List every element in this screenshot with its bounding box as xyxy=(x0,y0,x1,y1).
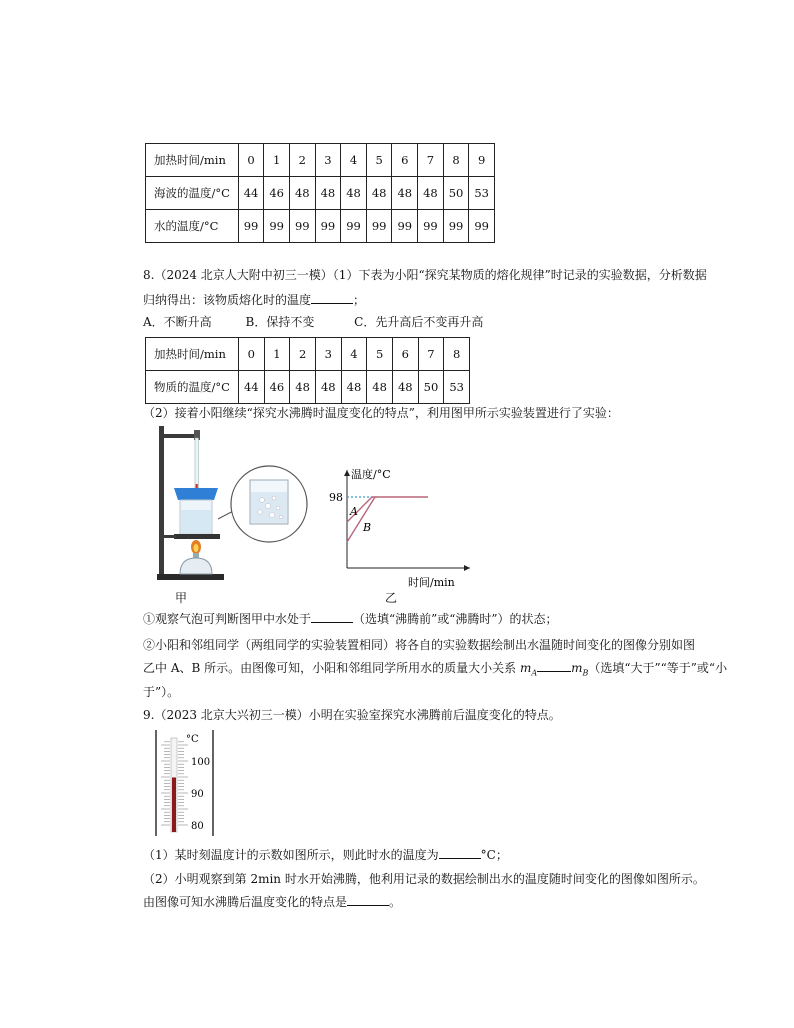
table-cell: 99 xyxy=(392,210,418,243)
table-cell: 48 xyxy=(366,177,392,210)
table-cell: 50 xyxy=(418,371,444,404)
table-cell: 4 xyxy=(341,144,367,177)
q8-sub2-line3: 于”）。 xyxy=(143,685,180,699)
series-label-A: A xyxy=(350,505,358,518)
q8-line2-end: ； xyxy=(353,293,366,307)
table-cell: 48 xyxy=(418,177,444,210)
table-cell: 6 xyxy=(392,144,418,177)
table-cell: 48 xyxy=(341,177,367,210)
thermometer-figure xyxy=(153,728,217,838)
row-header: 海波的温度/°C xyxy=(146,177,239,210)
table-heating-data-1 xyxy=(145,143,495,243)
answer-blank-temperature[interactable] xyxy=(439,847,481,859)
series-label-B: B xyxy=(363,521,372,534)
stand-base xyxy=(157,574,224,580)
table-cell: 9 xyxy=(469,144,495,177)
table-cell: 99 xyxy=(238,210,264,243)
answer-blank-feature[interactable] xyxy=(347,894,389,906)
table-row xyxy=(146,338,470,371)
table-cell: 48 xyxy=(289,177,315,210)
q8-line2 xyxy=(143,292,365,308)
scale-label-80: 80 xyxy=(191,821,204,832)
q8-sub1-end: （选填“沸腾前”或“沸腾时”）的状态； xyxy=(353,612,558,626)
table-cell: 50 xyxy=(443,177,469,210)
q9-p2-line1: （2）小明观察到第 2min 时水开始沸腾，他利用记录的数据绘制出水的温度随时间变化的图像如图所示。 xyxy=(143,872,705,886)
answer-blank-melt[interactable] xyxy=(311,292,353,304)
label-jia: 甲 xyxy=(175,591,188,605)
thermometer-liquid xyxy=(172,777,176,832)
q8-part2: （2）接着小阳继续“探究水沸腾时温度变化的特点”，利用图甲所示实验装置进行了实验： xyxy=(143,406,619,420)
table-cell: 2 xyxy=(289,144,315,177)
row-header: 物质的温度/°C xyxy=(146,371,239,404)
table-row xyxy=(146,371,470,404)
scale-label-100: 100 xyxy=(191,757,211,768)
mass-b-sub: B xyxy=(582,668,589,678)
table-heating-data-2 xyxy=(145,337,470,404)
q9-p2-text: 由图像可知水沸腾后温度变化的特点是 xyxy=(143,895,348,909)
row-header: 加热时间/min xyxy=(146,338,239,371)
q8-sub2-end: （选填“大于”“等于”或“小 xyxy=(588,661,728,675)
table-cell: 8 xyxy=(443,144,469,177)
table-cell: 1 xyxy=(264,144,290,177)
figure-jia-apparatus xyxy=(150,424,310,586)
thermometer-unit: °C xyxy=(186,734,199,745)
table-cell: 3 xyxy=(315,144,341,177)
table-row xyxy=(146,144,495,177)
stand-rod xyxy=(159,426,164,576)
mass-a: m xyxy=(519,661,532,675)
y-tick-label: 98 xyxy=(329,491,343,504)
series-line-B xyxy=(347,497,375,542)
mass-b: m xyxy=(571,661,583,675)
q8-line1: 8.（2024 北京人大附中初三一模）（1）下表为小阳“探究某物质的熔化规律”时记录的实验数据，分析数据 xyxy=(143,268,707,282)
table-cell: 0 xyxy=(238,338,264,371)
table-cell: 3 xyxy=(315,338,341,371)
figure-yi-chart xyxy=(320,460,480,588)
table-cell: 1 xyxy=(264,338,290,371)
table-cell: 44 xyxy=(238,177,264,210)
table-cell: 48 xyxy=(392,177,418,210)
q9-p1 xyxy=(143,847,508,863)
q9-p2-end: 。 xyxy=(389,895,402,909)
table-cell: 5 xyxy=(367,338,393,371)
table-cell: 44 xyxy=(238,371,264,404)
table-cell: 99 xyxy=(418,210,444,243)
q9-p1-unit: °C； xyxy=(480,848,508,862)
table-cell: 99 xyxy=(366,210,392,243)
table-cell: 2 xyxy=(290,338,316,371)
table-cell: 48 xyxy=(341,371,367,404)
q8-sub2-line1: ②小阳和邻组同学（两组同学的实验装置相同）将各自的实验数据绘制出水温随时间变化的图像分别如图 xyxy=(143,638,696,652)
table-cell: 46 xyxy=(264,177,290,210)
table-cell: 48 xyxy=(315,371,341,404)
table-cell: 48 xyxy=(392,371,418,404)
table-cell: 99 xyxy=(443,210,469,243)
row-header: 加热时间/min xyxy=(146,144,239,177)
table-cell: 53 xyxy=(444,371,470,404)
y-axis-arrow xyxy=(344,470,350,476)
q8-sub2-text: 乙中 A、B 所示。由图像可知，小阳和邻组同学所用水的质量大小关系 xyxy=(143,661,520,675)
table-cell: 48 xyxy=(290,371,316,404)
scale-label-90: 90 xyxy=(191,789,204,800)
table-cell: 53 xyxy=(469,177,495,210)
table-row xyxy=(146,177,495,210)
q8-options xyxy=(143,314,483,330)
series-line-A xyxy=(347,497,428,522)
table-cell: 99 xyxy=(341,210,367,243)
x-axis-label: 时间/min xyxy=(408,576,455,588)
mass-a-sub: A xyxy=(531,668,538,678)
option-a[interactable]: A．不断升高 xyxy=(143,315,212,329)
q9-p2-line2 xyxy=(143,894,401,910)
table-cell: 6 xyxy=(392,338,418,371)
option-c[interactable]: C．先升高后不变再升高 xyxy=(354,315,484,329)
wire-gauze xyxy=(174,534,220,539)
q8-sub1 xyxy=(143,611,558,627)
table-cell: 8 xyxy=(444,338,470,371)
q9-line1: 9.（2023 北京大兴初三一模）小明在实验室探究水沸腾前后温度变化的特点。 xyxy=(143,708,561,722)
label-yi: 乙 xyxy=(385,591,398,605)
q8-sub2-line2 xyxy=(143,660,727,681)
table-cell: 99 xyxy=(289,210,315,243)
table-cell: 46 xyxy=(264,371,290,404)
table-cell: 48 xyxy=(315,177,341,210)
table-row xyxy=(146,210,495,243)
table-cell: 4 xyxy=(341,338,367,371)
beaker-lid xyxy=(174,488,218,500)
y-axis-label: 温度/°C xyxy=(351,468,391,481)
q9-p1-text: （1）某时刻温度计的示数如图所示，则此时水的温度为 xyxy=(143,848,439,862)
q8-sub1-text: ①观察气泡可判断图甲中水处于 xyxy=(143,612,312,626)
answer-blank-mass[interactable] xyxy=(537,660,571,672)
table-cell: 99 xyxy=(469,210,495,243)
table-cell: 5 xyxy=(366,144,392,177)
q8-line2-text: 归纳得出：该物质熔化时的温度 xyxy=(143,293,312,307)
table-cell: 7 xyxy=(418,338,444,371)
table-cell: 7 xyxy=(418,144,444,177)
table-cell: 99 xyxy=(315,210,341,243)
table-cell: 48 xyxy=(367,371,393,404)
answer-blank-bubble-state[interactable] xyxy=(311,611,353,623)
x-axis-arrow xyxy=(464,565,470,571)
clamp-arm xyxy=(159,434,199,438)
table-cell: 0 xyxy=(238,144,264,177)
table-cell: 99 xyxy=(264,210,290,243)
alcohol-lamp xyxy=(180,558,212,574)
row-header: 水的温度/°C xyxy=(146,210,239,243)
option-b[interactable]: B．保持不变 xyxy=(245,315,315,329)
